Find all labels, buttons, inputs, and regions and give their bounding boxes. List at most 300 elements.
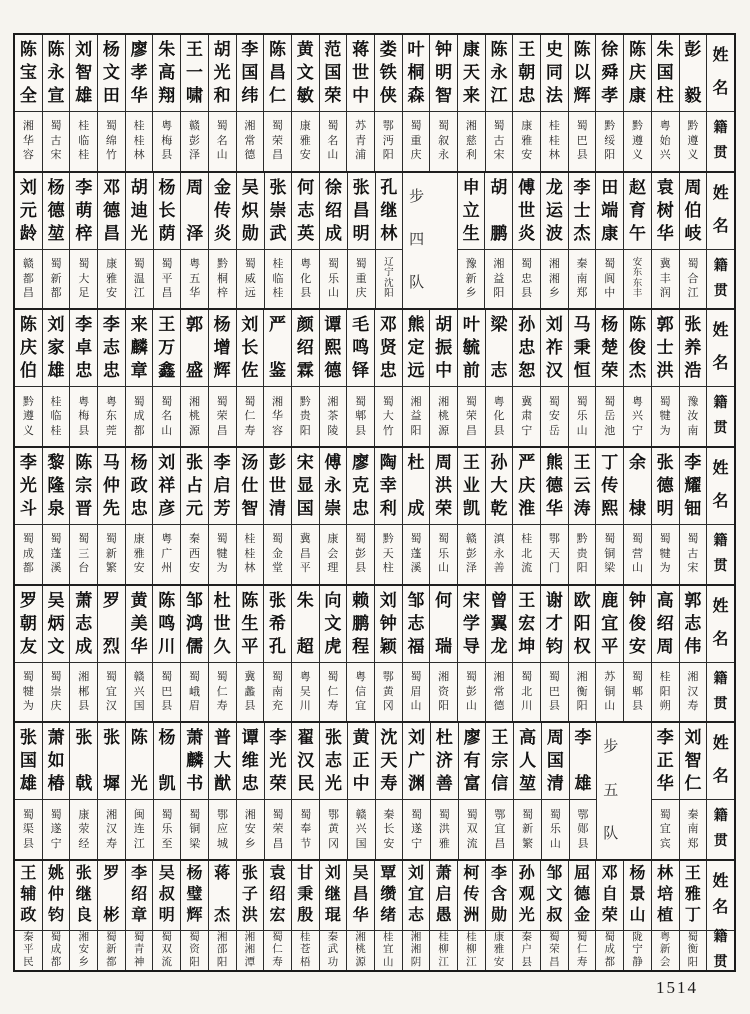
person-name: 柯 传 洲 [458, 861, 485, 931]
native-place: 黔 遵 义 [22, 395, 34, 437]
roster-column [181, 723, 209, 859]
person-name: 杨 璧 辉 [181, 861, 208, 931]
native-place: 黔 桐 梓 [217, 258, 228, 299]
native-place: 蜀 大 足 [78, 258, 90, 299]
person-name: 吴 炽 勋 [237, 173, 264, 250]
roster-column [209, 861, 237, 970]
person-name: 李 绍 章 [126, 861, 153, 931]
person-name: 邓 贤 忠 [375, 310, 402, 387]
native-place: 蜀 威 远 [244, 258, 256, 299]
person-name: 林 培 植 [652, 861, 679, 931]
native-place: 蜀 犍 为 [659, 533, 671, 575]
native-place: 鄂 宜 昌 [494, 808, 506, 850]
roster-column [430, 861, 458, 970]
native-place: 湘 华 容 [272, 395, 284, 437]
roster-column [98, 448, 126, 584]
person-name: 李 志 忠 [98, 310, 125, 387]
person-name: 王 雅 丁 [680, 861, 707, 931]
roster-column [181, 310, 209, 446]
person-name: 何 志 英 [292, 173, 319, 250]
roster-band [15, 723, 734, 861]
person-name: 马 仲 先 [98, 448, 125, 525]
person-name: 萧 志 成 [70, 586, 97, 663]
roster-column [513, 310, 541, 446]
person-name: 宋 显 国 [292, 448, 319, 525]
native-place: 蜀 荣 昌 [549, 931, 560, 968]
person-name: 周 国 清 [542, 723, 569, 800]
roster-column [430, 448, 458, 584]
roster-column [596, 35, 624, 171]
native-place: 蜀 新 都 [50, 258, 62, 299]
roster-column [209, 173, 237, 309]
native-place: 冀 昌 平 [299, 533, 311, 575]
roster-column [569, 35, 597, 171]
person-name: 彭 世 清 [264, 448, 291, 525]
native-place: 湘 资 阳 [438, 671, 450, 713]
person-name: 严 庆 淮 [513, 448, 540, 525]
person-name: 吴 昌 华 [347, 861, 374, 931]
native-place: 蜀 成 都 [133, 395, 145, 437]
native-place: 蜀 仁 寿 [327, 671, 339, 713]
row-header-column [707, 861, 734, 970]
roster-column [513, 861, 541, 970]
roster-column [569, 861, 597, 970]
native-place: 湘 汉 寿 [687, 671, 699, 713]
person-name: 范 国 荣 [320, 35, 347, 112]
native-place: 蜀 巴 县 [548, 671, 560, 713]
native-place: 蜀 荣 昌 [272, 808, 284, 850]
unit-designation: 步 五 队 [603, 739, 619, 843]
person-name: 田 端 康 [596, 173, 623, 250]
native-place: 粤 新 会 [659, 931, 671, 968]
native-place: 蜀 遂 宁 [411, 808, 423, 850]
roster-column [237, 310, 265, 446]
person-name: 丁 传 熙 [596, 448, 623, 525]
native-place: 黔 天 柱 [382, 533, 394, 575]
person-name: 李 光 荣 [265, 723, 292, 800]
person-name: 陈 光 [126, 723, 153, 800]
native-place: 蜀 乐 山 [327, 258, 339, 299]
person-name: 张 墀 [98, 723, 125, 800]
roster-column [430, 35, 458, 171]
person-name: 陈 生 平 [237, 586, 264, 663]
origin-header-cell: 籍 贯 [713, 533, 728, 574]
native-place: 湘 安 乡 [244, 808, 256, 850]
person-name: 王 宗 信 [486, 723, 513, 800]
person-name: 赖 鹏 程 [347, 586, 374, 663]
roster-column [624, 173, 652, 309]
roster-column [43, 173, 71, 309]
native-place: 赣 彭 泽 [188, 120, 200, 162]
person-name: 汤 仕 智 [237, 448, 264, 525]
roster-column [652, 448, 680, 584]
roster-column [320, 310, 348, 446]
name-header-cell: 姓 名 [707, 586, 734, 663]
native-place: 康 雅 安 [106, 258, 118, 299]
native-place: 冀 肃 宁 [521, 395, 533, 437]
roster-column [209, 35, 237, 171]
native-place: 滇 永 善 [493, 533, 505, 575]
person-name: 欧 阳 权 [569, 586, 596, 663]
person-name: 李 启 芳 [209, 448, 236, 525]
person-name: 李 光 斗 [15, 448, 42, 525]
origin-header-cell: 籍 贯 [713, 671, 728, 712]
name-header-cell: 姓 名 [707, 173, 734, 250]
roster-column [680, 861, 708, 970]
person-name: 张 国 雄 [15, 723, 42, 800]
roster-column [652, 586, 680, 722]
person-name: 普 大 猷 [209, 723, 236, 800]
native-place: 蜀 荣 昌 [465, 395, 477, 437]
native-place: 蜀 衡 阳 [687, 931, 699, 968]
roster-column [70, 35, 98, 171]
native-place: 蜀 荣 昌 [272, 120, 284, 162]
person-name: 熊 定 远 [403, 310, 430, 387]
roster-column [237, 861, 265, 970]
roster-column [153, 448, 181, 584]
native-place: 蜀 叙 永 [438, 120, 450, 162]
person-name: 杨 长 荫 [154, 173, 181, 250]
roster-column [265, 723, 293, 859]
person-name: 萧 启 愚 [430, 861, 457, 931]
roster-column [126, 448, 154, 584]
roster-column [569, 586, 597, 722]
person-name: 李 正 华 [652, 723, 679, 800]
roster-column [15, 586, 43, 722]
roster-column [403, 448, 431, 584]
person-name: 蒋 杰 [209, 861, 236, 931]
roster-column [320, 723, 348, 859]
roster-band [15, 448, 734, 586]
person-name: 陶 幸 利 [375, 448, 402, 525]
person-name: 高 绍 周 [652, 586, 679, 663]
person-name: 袁 绍 宏 [264, 861, 291, 931]
native-place: 蜀 乐 山 [438, 533, 450, 575]
roster-column [569, 310, 597, 446]
roster-column [265, 173, 293, 309]
native-place: 粤 化 县 [300, 258, 312, 299]
person-name: 陈 昌 仁 [264, 35, 291, 112]
roster-column [569, 173, 597, 309]
native-place: 鄂 沔 阳 [382, 120, 394, 162]
person-name: 刘 长 佐 [237, 310, 264, 387]
roster-column [624, 586, 652, 722]
native-place: 赣 都 昌 [22, 258, 34, 299]
roster-column [458, 861, 486, 970]
roster-column [541, 310, 569, 446]
native-place: 康 雅 安 [133, 533, 145, 575]
native-place: 桂 桂 林 [133, 120, 145, 162]
person-name: 杨 文 田 [98, 35, 125, 112]
roster-column [652, 723, 680, 859]
roster-column [596, 173, 624, 309]
person-name: 李 萌 梓 [70, 173, 97, 250]
native-place: 粤 五 华 [189, 258, 201, 299]
native-place: 冀 蠡 县 [244, 671, 256, 713]
person-name: 刘 元 龄 [15, 173, 42, 250]
native-place: 蜀 古 宋 [687, 533, 699, 575]
person-name: 甘 秉 殷 [292, 861, 319, 931]
native-place: 桂 临 桂 [272, 258, 284, 299]
person-name: 王 一 啸 [181, 35, 208, 112]
native-place: 康 会 理 [327, 533, 339, 575]
native-place: 蜀 蓬 溪 [50, 533, 62, 575]
person-name: 廖 克 忠 [347, 448, 374, 525]
native-place: 鄂 黄 冈 [382, 671, 394, 713]
roster-column [486, 723, 514, 859]
roster-band [15, 35, 734, 173]
roster-band [15, 586, 734, 724]
roster-column [237, 586, 265, 722]
person-name: 杜 成 [403, 448, 430, 525]
person-name: 李 含 勋 [486, 861, 513, 931]
person-name: 张 占 元 [181, 448, 208, 525]
native-place: 苏 青 浦 [355, 120, 367, 162]
roster-column [43, 448, 71, 584]
name-header-cell: 姓 名 [707, 35, 734, 112]
roster-column [486, 861, 514, 970]
native-place: 蜀 平 昌 [161, 258, 173, 299]
origin-header-cell: 籍 贯 [713, 120, 728, 161]
native-place: 黔 遵 义 [631, 120, 643, 162]
native-place: 秦 平 民 [23, 931, 34, 968]
person-name: 杨 楚 荣 [596, 310, 623, 387]
roster-column [680, 310, 708, 446]
roster-band [15, 861, 734, 970]
person-name: 徐 绍 成 [320, 173, 347, 250]
person-name: 郭 盛 [181, 310, 208, 387]
person-name: 邓 德 昌 [98, 173, 125, 250]
native-place: 鄂 黄 冈 [327, 808, 339, 850]
native-place: 秦 南 郑 [687, 808, 699, 850]
person-name: 杨 德 堃 [43, 173, 70, 250]
native-place: 蜀 绵 竹 [105, 120, 117, 162]
person-name: 康 天 来 [458, 35, 485, 112]
person-name: 萧 麟 书 [181, 723, 208, 800]
roster-column [292, 586, 320, 722]
person-name: 胡 光 和 [209, 35, 236, 112]
person-name: 蒋 世 中 [347, 35, 374, 112]
native-place: 蜀 金 堂 [272, 533, 284, 575]
person-name: 毛 鸣 铎 [347, 310, 374, 387]
native-place: 湘 邵 阳 [216, 931, 228, 968]
native-place: 蜀 名 山 [216, 120, 228, 162]
person-name: 杜 济 善 [431, 723, 458, 800]
roster-column [430, 586, 458, 722]
roster-column [347, 310, 375, 446]
native-place: 蜀 资 阳 [189, 931, 200, 968]
person-name: 胡 鹏 [485, 173, 512, 250]
native-place: 桂 阳 朔 [659, 671, 671, 713]
person-name: 马 秉 恒 [569, 310, 596, 387]
roster-column [459, 723, 487, 859]
person-name: 张 德 明 [652, 448, 679, 525]
person-name: 王 宏 坤 [513, 586, 540, 663]
native-place: 粤 信 宜 [355, 671, 367, 713]
person-name: 王 辅 政 [15, 861, 42, 931]
roster-column [541, 35, 569, 171]
person-name: 王 云 涛 [569, 448, 596, 525]
native-place: 蜀 宜 宾 [659, 808, 671, 850]
roster-column [126, 723, 154, 859]
native-place: 黔 贵 阳 [299, 395, 311, 437]
native-place: 蜀 营 山 [631, 533, 643, 575]
native-place: 湘 湘 乡 [548, 258, 560, 299]
roster-column [15, 448, 43, 584]
roster-column [70, 861, 98, 970]
person-name: 朱 超 [292, 586, 319, 663]
person-name: 罗 烈 [98, 586, 125, 663]
person-name: 颜 绍 霖 [292, 310, 319, 387]
roster-column [237, 448, 265, 584]
person-name: 陈 鸣 川 [153, 586, 180, 663]
name-header-cell: 姓 名 [707, 861, 734, 931]
person-name: 李 耀 钿 [680, 448, 707, 525]
native-place: 蜀 乐 山 [576, 395, 588, 437]
roster-column [403, 723, 431, 859]
person-name: 翟 汉 民 [292, 723, 319, 800]
native-place: 鄂 应 城 [217, 808, 228, 850]
roster-column [98, 586, 126, 722]
person-name: 王 万 鑫 [153, 310, 180, 387]
roster-column [126, 310, 154, 446]
person-name: 傅 永 崇 [320, 448, 347, 525]
native-place: 蜀 名 山 [327, 120, 339, 162]
person-name: 向 文 虎 [320, 586, 347, 663]
row-header-column [707, 35, 734, 171]
native-place: 秦 户 县 [521, 931, 532, 968]
person-name: 胡 迪 光 [126, 173, 153, 250]
roster-table [13, 33, 736, 972]
native-place: 湘 湘 阴 [410, 931, 422, 968]
person-name: 谢 才 钧 [541, 586, 568, 663]
roster-column [320, 448, 348, 584]
native-place: 蜀 安 岳 [548, 395, 560, 437]
roster-column [126, 861, 154, 970]
person-name: 杨 景 山 [624, 861, 651, 931]
person-name: 屈 德 金 [569, 861, 596, 931]
native-place: 蜀 遂 宁 [50, 808, 62, 850]
person-name: 黄 正 中 [348, 723, 375, 800]
person-name: 钟 俊 安 [624, 586, 651, 663]
person-name: 龙 运 波 [541, 173, 568, 250]
native-place: 蜀 彭 山 [465, 671, 477, 713]
native-place: 蜀 岳 池 [604, 395, 616, 437]
roster-column [375, 448, 403, 584]
person-name: 廖 有 富 [459, 723, 486, 800]
row-header-column [707, 586, 734, 722]
person-name: 覃 缵 绪 [375, 861, 402, 931]
person-name: 刘 宜 志 [403, 861, 430, 931]
roster-column [153, 586, 181, 722]
person-name: 张 昌 明 [348, 173, 375, 250]
roster-column [292, 723, 320, 859]
person-name: 吴 炳 文 [43, 586, 70, 663]
person-name: 陈 以 辉 [569, 35, 596, 112]
native-place: 蜀 大 竹 [382, 395, 394, 437]
person-name: 孙 观 光 [513, 861, 540, 931]
roster-column [153, 861, 181, 970]
person-name: 黎 隆 泉 [43, 448, 70, 525]
native-place: 蜀 郫 县 [355, 395, 367, 437]
roster-column [181, 586, 209, 722]
roster-column [458, 35, 486, 171]
unit-designation: 步 四 队 [409, 188, 425, 292]
roster-column [596, 310, 624, 446]
roster-column [513, 586, 541, 722]
native-place: 蜀 成 都 [22, 533, 34, 575]
person-name: 王 朝 忠 [513, 35, 540, 112]
person-name: 罗 朝 友 [15, 586, 42, 663]
roster-column [181, 448, 209, 584]
roster-column [264, 35, 292, 171]
native-place: 蜀 眉 山 [410, 671, 422, 713]
native-place: 蜀 阆 中 [604, 258, 616, 299]
native-place: 蜀 崇 庆 [50, 671, 62, 713]
person-name: 申 立 生 [458, 173, 485, 250]
unit-designation-cell [403, 173, 457, 309]
person-name: 陈 宝 全 [15, 35, 42, 112]
roster-column [348, 723, 376, 859]
native-place: 秦 西 安 [188, 533, 200, 575]
native-place: 蜀 忠 县 [521, 258, 533, 299]
native-place: 蜀 犍 为 [22, 671, 34, 713]
roster-column [126, 173, 154, 309]
roster-column [375, 310, 403, 446]
native-place: 黔 遵 义 [687, 120, 699, 162]
native-place: 粤 始 兴 [659, 120, 671, 162]
native-place: 蜀 彭 县 [355, 533, 367, 575]
native-place: 蜀 双 流 [466, 808, 478, 850]
native-place: 陇 宁 静 [632, 931, 643, 968]
roster-column [541, 586, 569, 722]
roster-column [348, 173, 376, 309]
native-place: 鄂 郧 县 [577, 808, 589, 850]
roster-column [70, 310, 98, 446]
person-name: 刘 智 仁 [680, 723, 707, 800]
roster-column [98, 723, 126, 859]
native-place: 蜀 仁 寿 [272, 931, 283, 968]
native-place: 桂 柳 江 [466, 931, 477, 968]
person-name: 刘 祚 汉 [541, 310, 568, 387]
native-place: 桂 桂 林 [244, 533, 256, 575]
native-place: 黔 贵 阳 [576, 533, 588, 575]
roster-column [347, 861, 375, 970]
person-name: 谭 熙 德 [320, 310, 347, 387]
roster-column [375, 861, 403, 970]
native-place: 蜀 蓬 溪 [410, 533, 422, 575]
person-name: 朱 国 柱 [652, 35, 679, 112]
person-name: 宋 学 导 [458, 586, 485, 663]
person-name: 郭 士 洪 [652, 310, 679, 387]
person-name: 黄 美 华 [126, 586, 153, 663]
roster-column [652, 173, 680, 309]
native-place: 蜀 新 都 [106, 931, 117, 968]
native-place: 蜀 乐 山 [549, 808, 561, 850]
native-place: 闽 连 江 [133, 808, 145, 850]
roster-column [153, 35, 181, 171]
person-name: 彭 毅 [680, 35, 707, 112]
roster-column [376, 723, 404, 859]
native-place: 蜀 仁 寿 [576, 931, 588, 968]
person-name: 周 洪 荣 [430, 448, 457, 525]
native-place: 湘 桃 源 [438, 395, 450, 437]
native-place: 康 荥 经 [78, 808, 90, 850]
roster-column [430, 310, 458, 446]
person-name: 张 崇 武 [265, 173, 292, 250]
person-name: 陈 庆 康 [624, 35, 651, 112]
native-place: 康 雅 安 [493, 931, 505, 968]
